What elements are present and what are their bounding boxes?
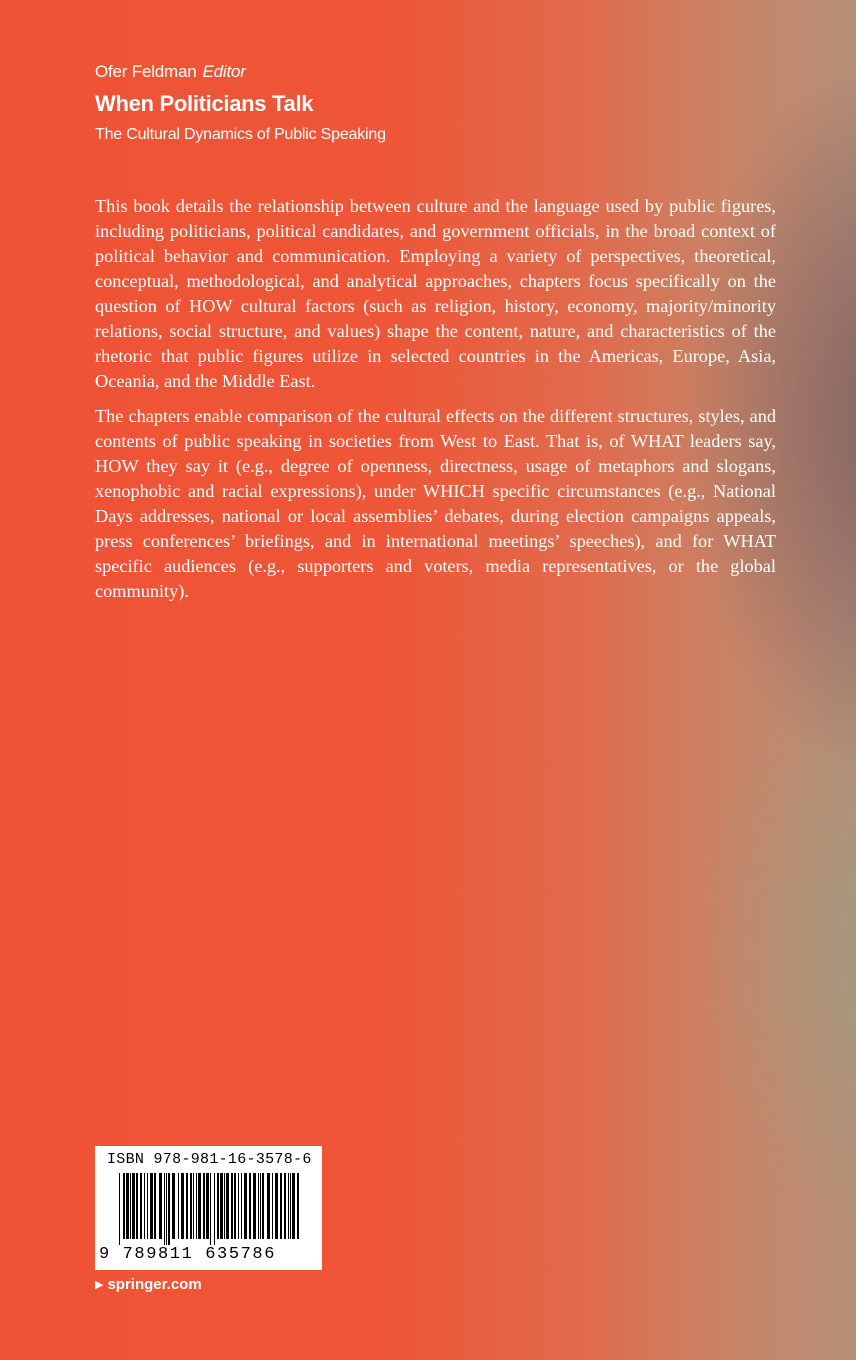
barcode-bar [186, 1173, 188, 1239]
barcode-bar [159, 1173, 162, 1239]
springer-link[interactable] [95, 1276, 202, 1293]
barcode-bar [206, 1173, 209, 1239]
book-title: When Politicians Talk [95, 91, 314, 116]
barcode-bar [249, 1173, 251, 1239]
barcode-bar [210, 1173, 211, 1245]
isbn-label: ISBN 978-981-16-3578-6 [107, 1151, 312, 1168]
barcode-bar [297, 1173, 299, 1239]
book-subtitle: The Cultural Dynamics of Public Speaking [95, 126, 386, 143]
barcode-bar [119, 1173, 120, 1245]
barcode-digits: 9 789811 635786 [99, 1245, 277, 1264]
barcode-bar [144, 1173, 145, 1239]
barcode-bar [181, 1173, 184, 1239]
barcode-bar [126, 1173, 129, 1239]
barcode-bar [234, 1173, 236, 1239]
barcode-bar [284, 1173, 286, 1239]
barcode-bar [280, 1173, 282, 1239]
barcode-bar [190, 1173, 192, 1239]
barcode-bar [272, 1173, 273, 1239]
barcode-bar [288, 1173, 289, 1239]
barcode-bar [147, 1173, 148, 1239]
barcode-bar [132, 1173, 135, 1239]
barcode-bars [119, 1173, 299, 1245]
barcode-bar [290, 1173, 291, 1239]
barcode-bar [260, 1173, 261, 1239]
barcode-bar [275, 1173, 278, 1239]
springer-link-text: springer.com [107, 1276, 202, 1293]
barcode-bar [123, 1173, 125, 1239]
barcode-bar [136, 1173, 138, 1239]
barcode-bar [168, 1173, 170, 1245]
barcode-bar [140, 1173, 142, 1239]
barcode-bar [292, 1173, 295, 1239]
barcode-bar [198, 1173, 201, 1239]
barcode-bar [166, 1173, 167, 1245]
isbn-barcode [95, 1146, 322, 1270]
editor-role: Editor [202, 62, 246, 81]
barcode-bar [244, 1173, 247, 1239]
description-paragraph-1: This book details the relationship between culture and the language used by public figures, including politicians, political candidates, and government officials, in the broad context of political behavior and communication. Employing a variety of perspectives, theoretical, conceptual, methodological, and analytical approaches, chapters focus specifically on the question of HOW cultural factors (such as religion, history, economy, majority/minority relations, social structure, and values) shape the content, nature, and characteristics of the rhetoric that public figures utilize in selected countries in the Americas, Europe, Asia, Oceania, and the Middle East. [95, 196, 776, 391]
barcode-bar [203, 1173, 205, 1239]
barcode-bar [262, 1173, 264, 1239]
barcode-bar [154, 1173, 156, 1239]
barcode-bar [172, 1173, 175, 1239]
barcode-bar [267, 1173, 270, 1239]
barcode-bar [196, 1173, 197, 1239]
editor-line [95, 62, 246, 82]
triangle-right-icon: ▶ [95, 1279, 104, 1291]
barcode-bar [150, 1173, 153, 1239]
barcode-bar [214, 1173, 215, 1245]
barcode-bar [231, 1173, 233, 1239]
barcode-bar [258, 1173, 259, 1239]
description-paragraph-2: The chapters enable comparison of the cultural effects on the different structures, styles, and contents of public speaking in societies from West to East. That is, of WHAT leaders say, HOW they say it (e.g., degree of openness, directness, usage of metaphors and slogans, xenophobic and racial expressions), under WHICH specific circumstances (e.g., National Days addresses, national or local assemblies’ debates, during election campaigns appeals, press conferences’ briefings, and in international meetings’ speeches), and for WHAT specific audiences (e.g., supporters and voters, media representatives, or the global community). [95, 406, 776, 601]
barcode-bar [226, 1173, 229, 1239]
barcode-bar [238, 1173, 239, 1239]
barcode-bar [164, 1173, 165, 1245]
barcode-bar [217, 1173, 219, 1239]
editor-name: Ofer Feldman [95, 62, 197, 81]
book-description [95, 194, 776, 614]
barcode-bar [224, 1173, 225, 1239]
barcode-bar [220, 1173, 223, 1239]
barcode-bar [241, 1173, 242, 1239]
barcode-bar [178, 1173, 179, 1239]
barcode-bar [253, 1173, 256, 1239]
barcode-bar [130, 1173, 131, 1239]
barcode-bar [193, 1173, 194, 1239]
